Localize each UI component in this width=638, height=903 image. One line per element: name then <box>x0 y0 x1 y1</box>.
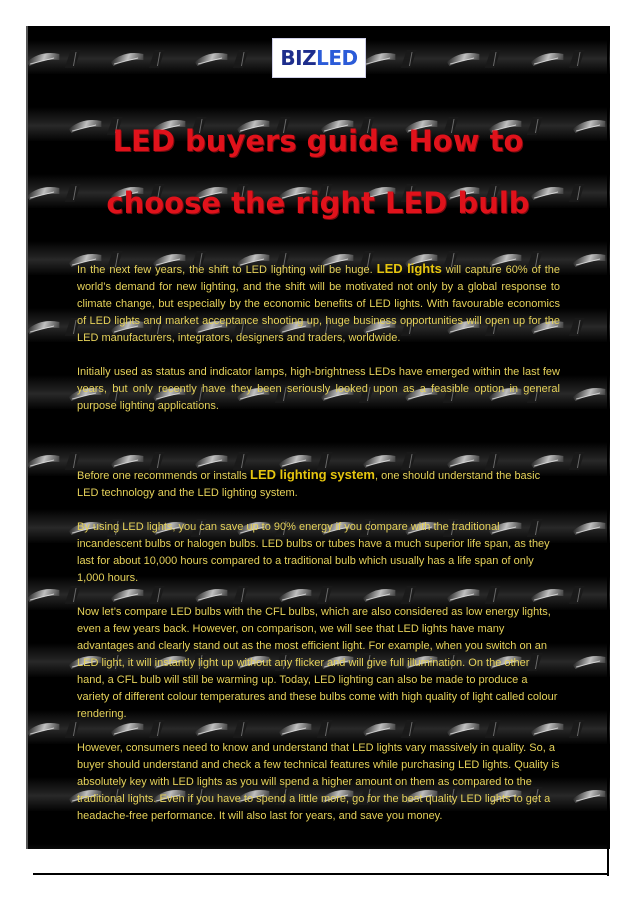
paragraph-history: Initially used as status and indicator lamps, high-brightness LEDs have emerged within the last few years, but only recently have they been seriously looked upon as a feasible option in general purpose lighting applications. <box>77 366 560 412</box>
title-line-1: LED buyers guide How to <box>112 124 524 158</box>
paragraph-intro: In the next few years, the shift to LED lighting will be huge. LED lights will capture 60% of the world’s demand for new lighting, and the shift will be motivated not only by a global response to climate change, but especially by the economic benefits of LED lights. With favourable economics of LED lights and market acceptance shooting up, huge business opportunities will open up for the LED manufacturers, integrators, designers and traders, worldwide. <box>77 261 560 344</box>
flyer-page <box>26 26 610 849</box>
paragraph-cfl-comparison: Now let’s compare LED bulbs with the CFL bulbs, which are also considered as low energy lights, even a few years back. However, on comparison, we will see that LED lights have many advantages and clearly stand out as the most efficient light. For example, when you switch on an LED light, it will instantly light up without any flicker and will give full illumination. On the other hand, a CFL bulb will still be warming up. Today, LED lighting can also be made to produce a variety of different colour temperatures and these bulbs come with high quality of light called colour rendering. <box>77 606 558 720</box>
page-frame-right <box>607 26 609 876</box>
paragraph-energy: By using LED lights, you can save up to 90% energy if you compare with the traditional incandescent bulbs or halogen bulbs. LED bulbs or tubes have a much superior life span, as they last for about 10,000 hours compared to a traditional bulb which usually has a life span of only 1,000 hours. <box>77 521 550 584</box>
article-body <box>77 260 560 825</box>
page-frame-bottom <box>33 873 609 875</box>
bizled-logo[interactable] <box>272 38 366 78</box>
page-title <box>26 110 610 234</box>
led-lights-link[interactable]: LED lights <box>376 261 442 276</box>
logo-text: BIZLED <box>280 46 358 70</box>
title-line-2: choose the right LED bulb <box>106 186 530 220</box>
paragraph-system: Before one recommends or installs LED lighting system, one should understand the basic LED technology and the LED lighting system. <box>77 467 541 499</box>
paragraph-quality: However, consumers need to know and understand that LED lights vary massively in quality. So, a buyer should understand and check a few technical features while purchasing LED lights. Quality is absolutely key with LED lights as you will spend a higher amount on them as compared to the traditional lights. Even if you have to spend a little more, go for the best quality LED lights to get a headache-free performance. It will also last for years, and save you money. <box>77 742 560 822</box>
led-lighting-system-link[interactable]: LED lighting system <box>250 467 375 482</box>
